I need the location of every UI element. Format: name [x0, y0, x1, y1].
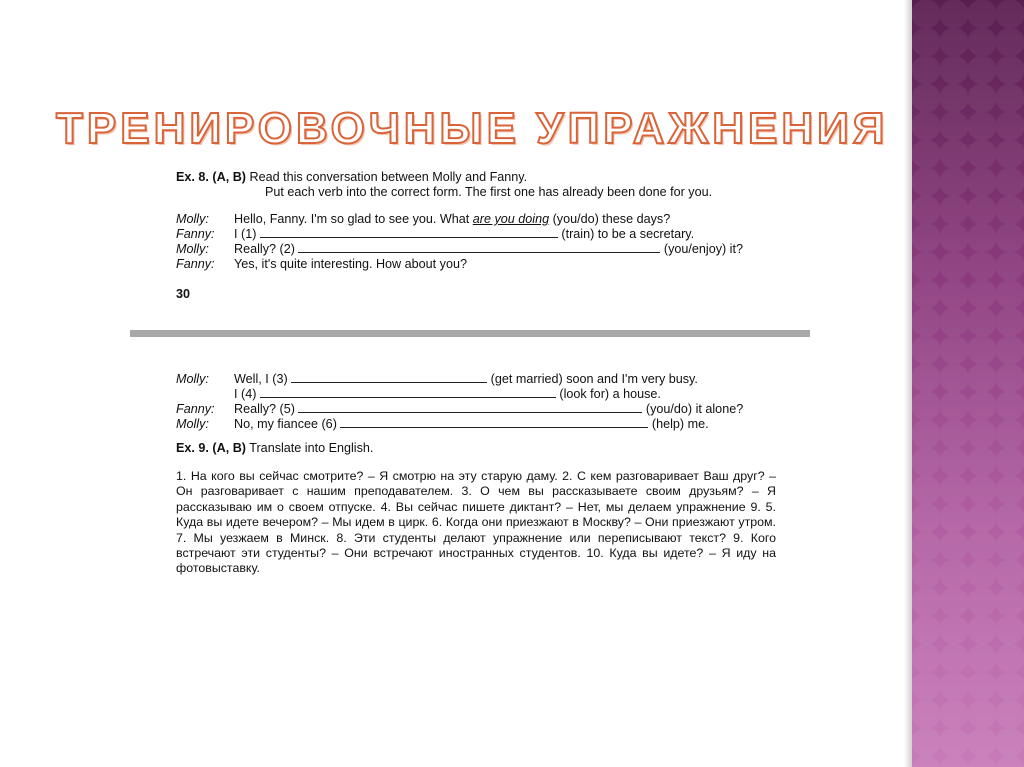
example-answer: are you doing	[472, 212, 550, 226]
line-text: Yes, it's quite interesting. How about you?	[234, 257, 467, 271]
line-text-end: (help) me.	[648, 417, 709, 431]
answer-blank	[291, 372, 487, 383]
answer-blank	[260, 387, 556, 398]
line-text-end: (you/do) these days?	[549, 212, 671, 226]
exercise-8-instruction-2: Put each verb into the correct form. The first one has already been done for you.	[265, 185, 713, 199]
exercise-9-header	[176, 441, 776, 459]
speaker-label: Molly:	[176, 242, 209, 256]
line-text: Really? (5)	[234, 402, 299, 416]
strip-shadow	[904, 0, 912, 767]
speaker-label: Fanny:	[176, 402, 215, 416]
line-text: Hello, Fanny. I'm so glad to see you. What	[234, 212, 473, 226]
exercise-8-header	[176, 170, 527, 186]
exercise-9-text: 1. На кого вы сейчас смотрите? – Я смотрю на эту старую даму. 2. С кем разговаривает Ваш друг? – Он разговаривает с нашим преподавателем. 3. О чем вы рассказываете своим друзьям? – Я рассказываю им о своем отпуске. 4. Вы сейчас пишете диктант? – Нет, мы делаем упражнение 9. 5. Куда вы идете вечером? – Мы идем в цирк. 6. Когда они приезжают в Москву? – Они приезжают утром. 7. Мы уезжаем в Минск. 8. Эти студенты делают упражнение или переписывают текст? 9. Кого встречают эти студенты? – Они встречают иностранных студентов. 10. Куда вы идете? – Я иду на фотовыставку.	[176, 469, 776, 576]
line-text-end: (look for) a house.	[555, 387, 661, 401]
line-text-end: (train) to be a secretary.	[557, 227, 695, 241]
exercise-8-label: Ex. 8. (A, B)	[176, 170, 246, 184]
speaker-label: Fanny:	[176, 227, 215, 241]
page-number: 30	[176, 287, 191, 301]
line-text: I (4)	[234, 387, 260, 401]
speaker-label: Molly:	[176, 417, 209, 431]
page-divider	[130, 330, 810, 337]
exercise-9-instruction: Translate into English.	[249, 441, 374, 455]
answer-blank	[340, 417, 648, 428]
exercise-8-continued	[176, 372, 796, 434]
decorative-side-strip	[912, 0, 1024, 767]
line-text-end: (you/enjoy) it?	[660, 242, 743, 256]
speaker-label: Molly:	[176, 212, 209, 226]
answer-blank	[260, 227, 558, 238]
exercise-8-block	[176, 170, 796, 300]
speaker-label: Molly:	[176, 372, 209, 386]
answer-blank	[298, 402, 642, 413]
speaker-label: Fanny:	[176, 257, 215, 271]
answer-blank	[298, 242, 660, 253]
exercise-9-label: Ex. 9. (A, B)	[176, 441, 246, 455]
exercise-8-instruction-1: Read this conversation between Molly and Fanny.	[249, 170, 528, 184]
line-text: Really? (2)	[234, 242, 299, 256]
line-text-end: (you/do) it alone?	[642, 402, 744, 416]
slide-title: ТРЕНИРОВОЧНЫЕ УПРАЖНЕНИЯ	[56, 104, 889, 153]
line-text: No, my fiancee (6)	[234, 417, 341, 431]
line-text-end: (get married) soon and I'm very busy.	[487, 372, 698, 386]
line-text: Well, I (3)	[234, 372, 292, 386]
line-text: I (1)	[234, 227, 260, 241]
